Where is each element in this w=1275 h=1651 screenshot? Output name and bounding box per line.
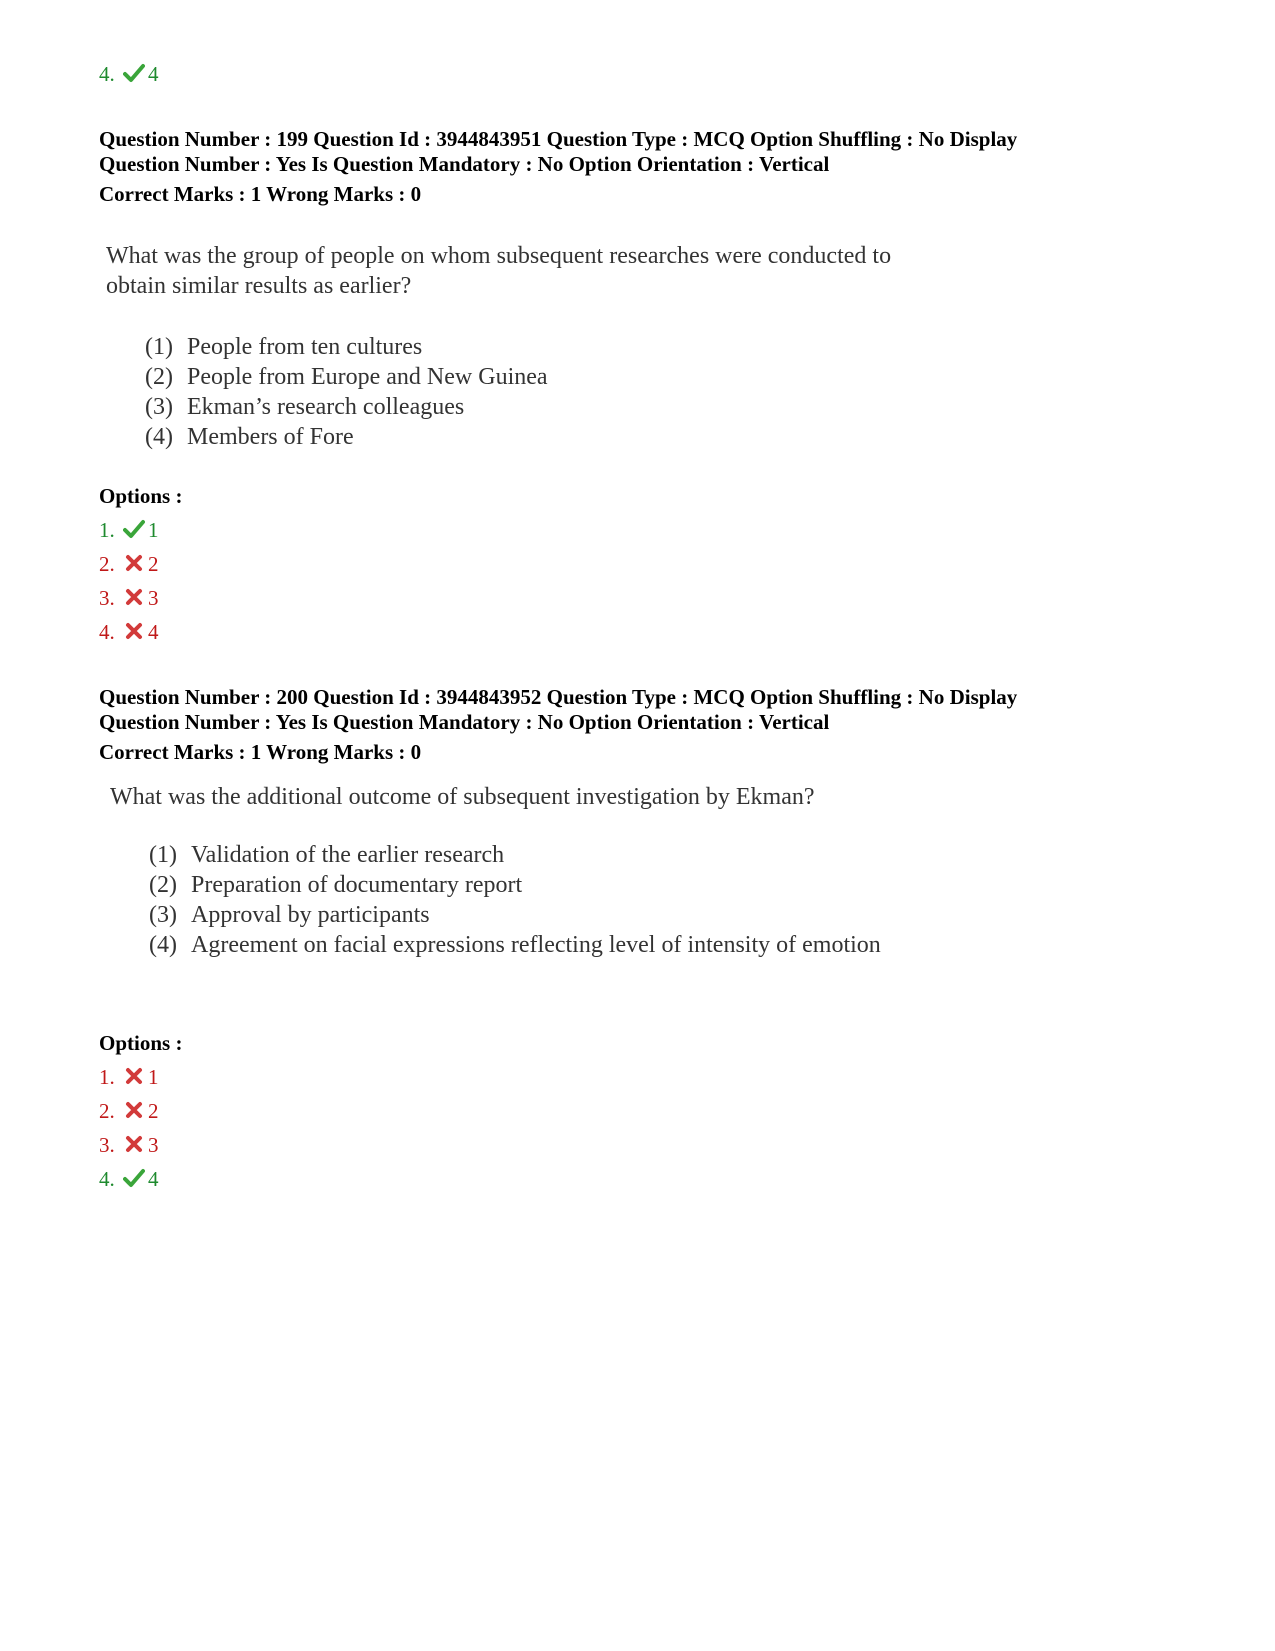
answer-choice: (2) Preparation of documentary report	[149, 872, 523, 898]
option-row: 3. 3	[99, 1133, 159, 1157]
options-label: Options :	[99, 1031, 183, 1055]
option-row: 4. 4	[99, 620, 159, 644]
option-row	[99, 61, 159, 87]
answer-choice: (3) Ekman’s research colleagues	[145, 394, 465, 420]
answer-choice: (2) People from Europe and New Guinea	[145, 364, 548, 390]
cross-icon	[123, 587, 145, 607]
question-meta: Question Number : 200 Question Id : 3944843952 Question Type : MCQ Option Shuffling : No Display	[99, 685, 1018, 709]
question-text: What was the additional outcome of subsequent investigation by Ekman?	[110, 784, 815, 810]
cross-icon	[123, 1066, 145, 1086]
question-marks: Correct Marks : 1 Wrong Marks : 0	[99, 740, 422, 764]
option-number: 4.	[99, 62, 115, 86]
check-icon	[123, 63, 145, 83]
answer-choice: (4) Members of Fore	[145, 424, 354, 450]
option-row: 1. 1	[99, 1065, 159, 1089]
options-label: Options :	[99, 484, 183, 508]
cross-icon	[123, 1134, 145, 1154]
answer-choice: (4) Agreement on facial expressions reflecting level of intensity of emotion	[149, 932, 881, 958]
option-row: 2. 2	[99, 1099, 159, 1123]
option-row: 1. 1	[99, 518, 159, 542]
question-meta: Question Number : Yes Is Question Mandatory : No Option Orientation : Vertical	[99, 710, 830, 734]
check-icon	[123, 519, 145, 539]
option-row: 2. 2	[99, 552, 159, 576]
cross-icon	[123, 621, 145, 641]
question-meta: Question Number : 199 Question Id : 3944843951 Question Type : MCQ Option Shuffling : No Display	[99, 127, 1018, 151]
option-row: 3. 3	[99, 586, 159, 610]
answer-choice: (3) Approval by participants	[149, 902, 430, 928]
question-text: What was the group of people on whom subsequent researches were conducted to	[106, 243, 892, 269]
check-icon	[123, 1168, 145, 1188]
question-meta: Question Number : Yes Is Question Mandatory : No Option Orientation : Vertical	[99, 152, 830, 176]
option-row: 4. 4	[99, 1167, 159, 1191]
cross-icon	[123, 553, 145, 573]
question-marks: Correct Marks : 1 Wrong Marks : 0	[99, 182, 422, 206]
option-value: 4	[148, 62, 159, 86]
answer-choice: (1) People from ten cultures	[145, 334, 423, 360]
cross-icon	[123, 1100, 145, 1120]
question-text: obtain similar results as earlier?	[106, 273, 412, 299]
answer-choice: (1) Validation of the earlier research	[149, 842, 505, 868]
